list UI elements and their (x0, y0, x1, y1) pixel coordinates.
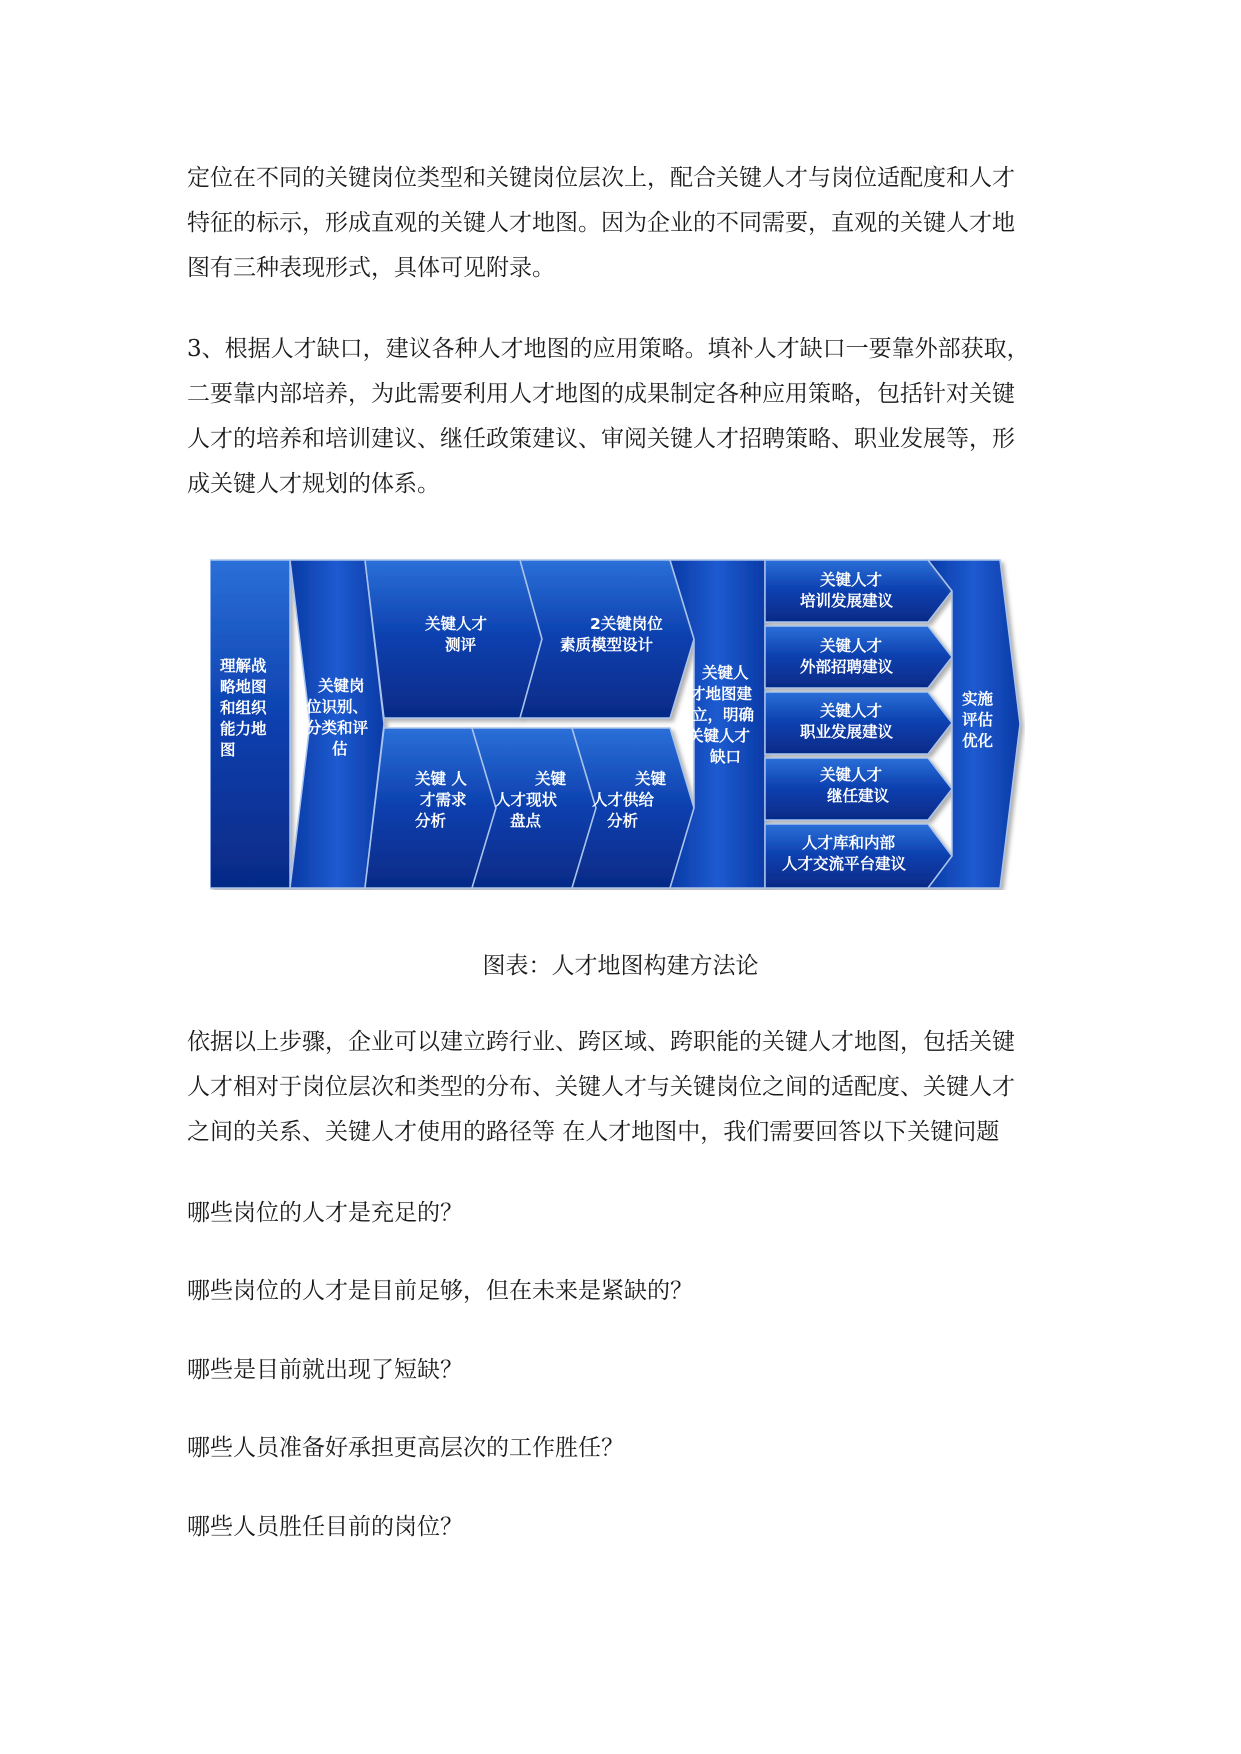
step3-bottom-c-text: 关键 人才供给 分析 (592, 770, 667, 830)
question-item: 哪些岗位的人才是目前足够，但在未来是紧缺的？ (187, 1278, 693, 1304)
figure-caption: 图表：人才地图构建方法论 (482, 953, 759, 979)
text-line: 图有三种表现形式，具体可见附录。 (187, 255, 555, 281)
paragraph-1 (187, 156, 1087, 291)
step4-block (670, 560, 765, 888)
text-line: 成关键人才规划的体系。 (187, 471, 440, 497)
question-item: 哪些人员准备好承担更高层次的工作胜任？ (187, 1435, 624, 1461)
step1-text: 理解战 略地图 和组织 能力地 图 (220, 657, 267, 759)
step2-text: 关键岗 位识别、 分类和评 估 (306, 677, 369, 758)
step4-text: 关键人 才地图建 立，明确 关键人才 缺口 (688, 664, 755, 766)
step3-bottom-a-text: 关键 人 才需求 分析 (415, 770, 467, 830)
step3-bottom-b-text: 关键 人才现状 盘点 (495, 770, 567, 830)
paragraph-2 (187, 327, 1087, 507)
step5-row-text: 关键人才 培训发展建议 (800, 571, 894, 610)
text-line: 二要靠内部培养，为此需要利用人才地图的成果制定各种应用策略，包括针对关键 (187, 381, 1015, 407)
step5-row-text: 关键人才 外部招聘建议 (800, 637, 894, 676)
question-item: 哪些人员胜任目前的岗位？ (187, 1514, 463, 1540)
step5-row-text: 关键人才 职业发展建议 (800, 702, 894, 741)
text-line: 依据以上步骤，企业可以建立跨行业、跨区域、跨职能的关键人才地图，包括关键 (187, 1029, 1015, 1055)
step5-row-block (765, 626, 952, 688)
question-item: 哪些岗位的人才是充足的？ (187, 1200, 463, 1226)
text-line: 人才相对于岗位层次和类型的分布、关键人才与关键岗位之间的适配度、关键人才 (187, 1074, 1015, 1100)
text-line: 人才的培养和培训建议、继任政策建议、审阅关键人才招聘策略、职业发展等，形 (187, 426, 1015, 452)
step5-group (765, 560, 952, 888)
step3-top-b-text: 2关键岗位 素质模型设计 (560, 615, 663, 654)
step5-row-text: 人才库和内部 人才交流平台建议 (782, 834, 907, 873)
step5-row-text: 关键人才 继任建议 (820, 766, 890, 805)
step5-row-block (765, 560, 952, 622)
text-line: 定位在不同的关键岗位类型和关键岗位层次上，配合关键人才与岗位适配度和人才 (187, 165, 1015, 191)
step3-top-a-text: 关键人才 测评 (425, 615, 488, 654)
paragraph-3 (187, 1020, 1087, 1155)
question-item: 哪些是目前就出现了短缺？ (187, 1357, 463, 1383)
text-line: 3、根据人才缺口，建议各种人才地图的应用策略。填补人才缺口一要靠外部获取， (187, 336, 1030, 362)
step6-text: 实施 评估 优化 (962, 690, 994, 750)
text-line: 之间的关系、关键人才使用的路径等 在人才地图中，我们需要回答以下关键问题 (187, 1119, 1000, 1145)
text-line: 特征的标示，形成直观的关键人才地图。因为企业的不同需要，直观的关键人才地 (187, 210, 1015, 236)
methodology-diagram (210, 558, 1025, 890)
